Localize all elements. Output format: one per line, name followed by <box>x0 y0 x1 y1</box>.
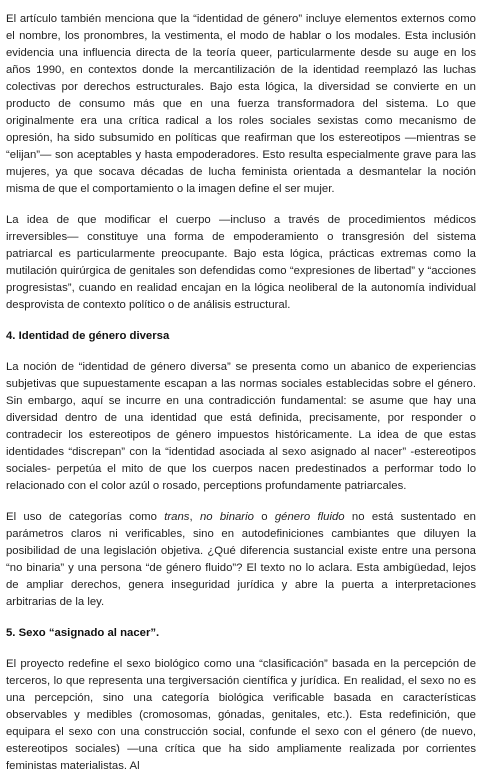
term-genero-fluido: género fluido <box>274 511 345 523</box>
paragraph-categories <box>6 509 476 611</box>
paragraph-body-modification: La idea de que modificar el cuerpo —incluso a través de procedimientos médicos irreversibles— constituye una forma de empoderamiento o transgresión del sistema patriarcal es particularmente preocupante. Bajo esta lógica, prácticas extremas como la mutilación quirúrgica de genitales son defendidas como “expresiones de libertad” y “acciones progresistas”, cuando en realidad encajan en la lógica neoliberal de la autonomía individual desprovista de contexto político o de análisis estructural. <box>6 214 476 311</box>
document-page <box>6 11 476 775</box>
term-no-binario: no binario <box>199 511 254 523</box>
paragraph-identity-external-elements: El artículo también menciona que la “identidad de género” incluye elementos externos como el nombre, los pronombres, la vestimenta, el modo de hablar o los modales. Esta inclusión evidencia una influencia directa de la teoría queer, particularmente desde su auge en los años 1990, en contextos donde la mercantilización de la identidad reemplazó las luchas colectivas por derechos estructurales. Bajo esta lógica, la diversidad se convierte en un producto de consumo más que en una fuerza transformadora del sistema. Lo que originalmente era una crítica radical a los roles sociales sexistas como mecanismo de opresión, ha sido subsumido en políticas que reafirman que los estereotipos —mientras se “elijan”— son aceptables y hasta empoderadores. Esto resulta especialmente grave para las mujeres, ya que socava décadas de lucha feminista orientada a desmantelar la noción misma de que el comportamiento o la imagen define el ser mujer. <box>6 13 476 195</box>
categories-text-b: , <box>189 511 200 523</box>
categories-text-a: El uso de categorías como <box>6 511 165 523</box>
section-heading-4: 4. Identidad de género diversa <box>6 330 170 342</box>
paragraph-diverse-identity: La noción de “identidad de género diversa” se presenta como un abanico de experiencias subjetivas que supuestamente escapan a las normas sociales establecidas sobre el género. Sin embargo, aquí se incurre en una contradicción fundamental: se asume que hay una diversidad dentro de una identidad que está definida, precisamente, por responder o contradecir los estereotipos de género impuestos históricamente. La idea de que estas identidades “discrepan” con la “identidad asociada al sexo asignado al nacer” -estereotipos sociales- perpetúa el mito de que los cuerpos nacen predestinados a performar todo lo relacionado con el color azúl o rosado, perceptions profundamente patriarcales. <box>6 361 476 492</box>
term-trans: trans <box>164 511 190 523</box>
paragraph-sex-redefinition: El proyecto redefine el sexo biológico como una “clasificación” basada en la percepción de terceros, lo que representa una tergiversación científica y jurídica. En realidad, el sexo no es una percepción, sino una categoría biológica verificable basada en características observables y medibles (cromosomas, gónadas, genitales, etc.). Esta redefinición, que equipara el sexo con una construcción social, confunde el sexo con el género (de nuevo, estereotipos sociales) —una crítica que ha sido ampliamente realizada por corrientes feministas materialistas. Al <box>6 658 476 772</box>
categories-text-c: o <box>253 511 275 523</box>
categories-text-d: no está sustentado en parámetros claros ni verificables, sino en autodefiniciones cambiantes que diluyen la posibilidad de una legislación objetiva. ¿Qué diferencia sustancial existe entre una persona “no binaria” y una persona “de género fluido”? El texto no lo aclara. Esta ambigüedad, lejos de ampliar derechos, genera inseguridad jurídica y abre la puerta a interpretaciones arbitrarias de la ley. <box>6 511 476 608</box>
section-heading-5: 5. Sexo “asignado al nacer”. <box>6 627 160 639</box>
